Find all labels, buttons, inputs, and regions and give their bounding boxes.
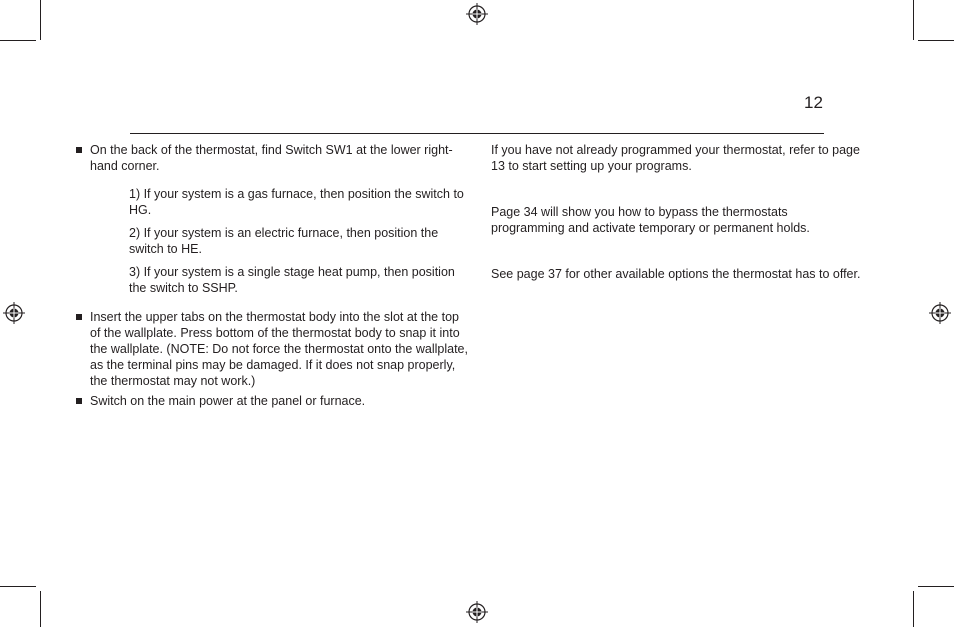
crop-mark-icon bbox=[918, 40, 954, 41]
step-text: 3) If your system is a single stage heat pump, then position the switch to SSHP. bbox=[129, 265, 455, 295]
crop-mark-icon bbox=[40, 0, 41, 40]
registration-mark-icon bbox=[3, 302, 25, 324]
left-column bbox=[76, 142, 468, 409]
crop-mark-icon bbox=[0, 586, 36, 587]
square-bullet-icon bbox=[76, 398, 82, 404]
bullet-text: Insert the upper tabs on the thermostat body into the slot at the top of the wallplate. Press bottom of the thermostat body to snap it into the wallplate. (NOTE: Do not force the thermostat onto the wallplate, as the terminal pins may be damaged. If it does not snap properly, the thermostat may not work.) bbox=[90, 310, 468, 388]
crop-mark-icon bbox=[913, 591, 914, 627]
page-number: 12 bbox=[804, 93, 823, 112]
right-column bbox=[491, 142, 863, 282]
list-item bbox=[76, 309, 468, 389]
paragraph: See page 37 for other available options the thermostat has to offer. bbox=[491, 267, 861, 281]
paragraph: If you have not already programmed your thermostat, refer to page 13 to start setting up your programs. bbox=[491, 143, 860, 173]
step-text: 2) If your system is an electric furnace, then position the switch to HE. bbox=[129, 226, 439, 256]
paragraph: Page 34 will show you how to bypass the thermostats programming and activate temporary or permanent holds. bbox=[491, 205, 810, 235]
bullet-text: On the back of the thermostat, find Switch SW1 at the lower right-hand corner. bbox=[90, 143, 453, 173]
crop-mark-icon bbox=[913, 0, 914, 40]
registration-mark-icon bbox=[466, 601, 488, 623]
list-item bbox=[76, 142, 468, 174]
bullet-text: Switch on the main power at the panel or furnace. bbox=[90, 394, 366, 408]
crop-mark-icon bbox=[0, 40, 36, 41]
square-bullet-icon bbox=[76, 314, 82, 320]
header-rule bbox=[130, 133, 824, 134]
crop-mark-icon bbox=[918, 586, 954, 587]
registration-mark-icon bbox=[466, 3, 488, 25]
step-text: 1) If your system is a gas furnace, then position the switch to HG. bbox=[129, 187, 464, 217]
registration-mark-icon bbox=[929, 302, 951, 324]
crop-mark-icon bbox=[40, 591, 41, 627]
list-item bbox=[76, 393, 468, 409]
square-bullet-icon bbox=[76, 147, 82, 153]
